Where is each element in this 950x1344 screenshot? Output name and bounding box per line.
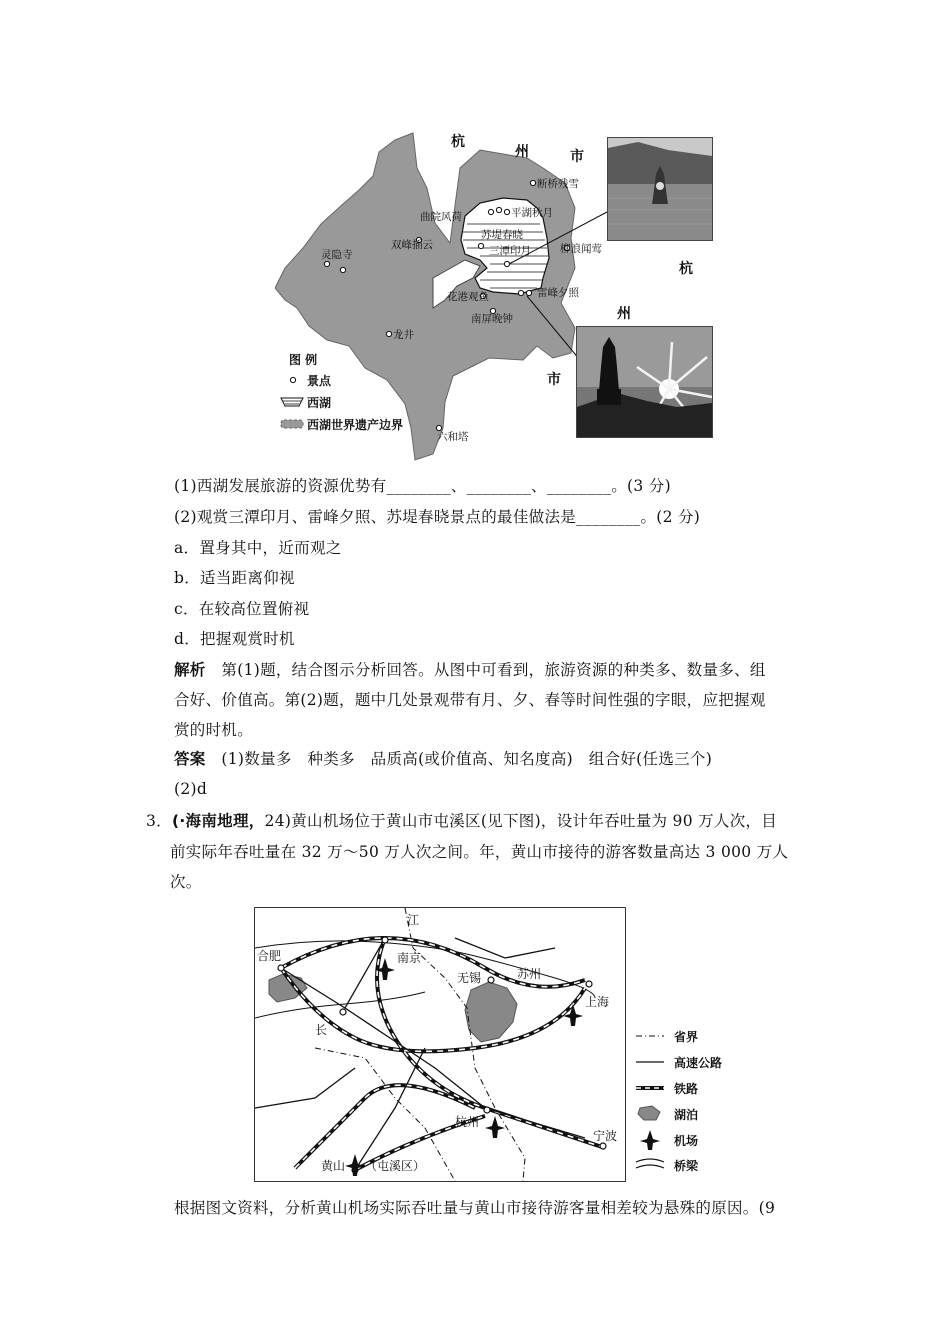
analysis-label: 解析 [174, 661, 206, 679]
answer-line-1 [174, 749, 712, 769]
q3-text-1: 24)黄山机场位于黄山市屯溪区(见下图)，设计年吞吐量为 90 万人次，目 [264, 812, 778, 830]
label-lingyin: 灵隐寺 [321, 249, 353, 261]
analysis-text-1: 第(1)题，结合图示分析回答。从图中可看到，旅游资源的种类多、数量多、组 [221, 661, 766, 679]
railways [281, 938, 605, 1170]
label-liuhe: 六和塔 [437, 431, 469, 443]
q3-prompt: 根据图文资料，分析黄山机场实际吞吐量与黄山市接待游客量相差较为悬殊的原因。(9 [174, 1199, 776, 1217]
label-pinghu: 平湖秋月 [511, 207, 553, 219]
q3-line-1 [146, 811, 777, 831]
label-quyuan: 曲院风荷 [420, 211, 462, 223]
option-c: c．在较高位置俯视 [174, 600, 310, 618]
analysis-line-2: 合好、价值高。第(2)题，题中几处景观带有月、夕、春等时间性强的字眼，应把握观 [174, 691, 766, 709]
photo-santan-yinyue [607, 137, 713, 241]
label-huangshan: 黄山 [321, 1159, 346, 1173]
legend-highway: 高速公路 [674, 1056, 723, 1070]
label-zhou-2: 州 [617, 306, 631, 322]
analysis-line-3: 赏的时机。 [174, 721, 254, 739]
label-shi-1: 市 [570, 149, 584, 165]
option-a: a．置身其中，近而观之 [174, 539, 342, 557]
delta-map-svg [255, 908, 625, 1181]
answer-label: 答案 [174, 750, 206, 768]
airport-icons [345, 958, 583, 1176]
airplane-icon [640, 1130, 660, 1150]
label-tunxi: （屯溪区） [365, 1159, 426, 1173]
label-leifeng: 雷峰夕照 [537, 287, 579, 299]
legend-title: 图 例 [289, 353, 318, 367]
q3-line-3: 次。 [170, 873, 202, 891]
legend-railway: 铁路 [674, 1082, 699, 1096]
legend-spot: 景点 [307, 374, 332, 388]
label-liulang: 柳浪闻莺 [560, 243, 602, 255]
label-sudi: 苏堤春晓 [481, 229, 523, 241]
legend-bridge-symbol [636, 1159, 664, 1162]
q3-line-2: 前实际年吞吐量在 32 万～50 万人次之间。年，黄山市接待的游客数量高达 3 000 万人 [170, 843, 789, 861]
label-chang: 长 [315, 1023, 328, 1037]
legend-bridge: 桥梁 [674, 1159, 699, 1173]
legend-boundary: 西湖世界遗产边界 [307, 418, 404, 432]
label-hang-2: 杭 [679, 261, 693, 277]
legend-lake-2: 湖泊 [674, 1108, 699, 1122]
q3-source: (·海南地理， [171, 812, 265, 830]
label-nanjing: 南京 [397, 951, 422, 965]
answer-text-1: (1)数量多 种类多 品质高(或价值高、知名度高) 组合好(任选三个) [221, 750, 713, 768]
question-1: (1)西湖发展旅游的资源优势有________、________、________。(3 分) [174, 477, 671, 495]
legend-spot-symbol [290, 377, 295, 382]
question-2: (2)观赏三潭印月、雷峰夕照、苏堤春晓景点的最佳做法是________。(2 分) [174, 508, 701, 526]
photo-leifeng-xizhao [576, 326, 713, 438]
label-shi-2: 市 [547, 372, 561, 388]
q3-number: 3． [146, 812, 172, 830]
legend-lake-symbol [638, 1106, 660, 1120]
answer-line-2: (2)d [174, 780, 208, 798]
yangtze-delta-map [254, 907, 626, 1182]
legend-boundary-symbol [281, 420, 303, 428]
label-ningbo: 宁波 [593, 1129, 618, 1143]
option-b: b．适当距离仰视 [174, 569, 295, 587]
label-wuxi: 无锡 [457, 971, 482, 985]
delta-map-legend [634, 1026, 744, 1178]
label-hefei: 合肥 [257, 949, 282, 963]
legend-lake: 西湖 [307, 396, 332, 410]
label-zhou-1: 州 [515, 144, 529, 160]
legend-lake-symbol [281, 398, 303, 406]
option-d: d．把握观赏时机 [174, 630, 295, 648]
label-huagang: 花港观鱼 [447, 291, 489, 303]
heritage-area [275, 133, 575, 460]
analysis-line-1 [174, 660, 766, 680]
legend-province: 省界 [674, 1030, 699, 1044]
label-shanghai: 上海 [585, 995, 610, 1009]
label-santan: 三潭印月 [489, 245, 531, 257]
label-jiang: 江 [407, 913, 420, 927]
legend-airport: 机场 [674, 1134, 699, 1148]
label-duanqiao: 断桥残雪 [537, 178, 579, 190]
lake-taihu [465, 982, 517, 1042]
label-longjing: 龙井 [393, 329, 414, 341]
label-hang-1: 杭 [451, 134, 465, 150]
label-shuangfeng: 双峰插云 [391, 239, 433, 251]
label-suzhou: 苏州 [517, 967, 542, 981]
label-nanping: 南屏晚钟 [471, 313, 513, 325]
label-hangzhou: 杭州 [455, 1115, 480, 1129]
